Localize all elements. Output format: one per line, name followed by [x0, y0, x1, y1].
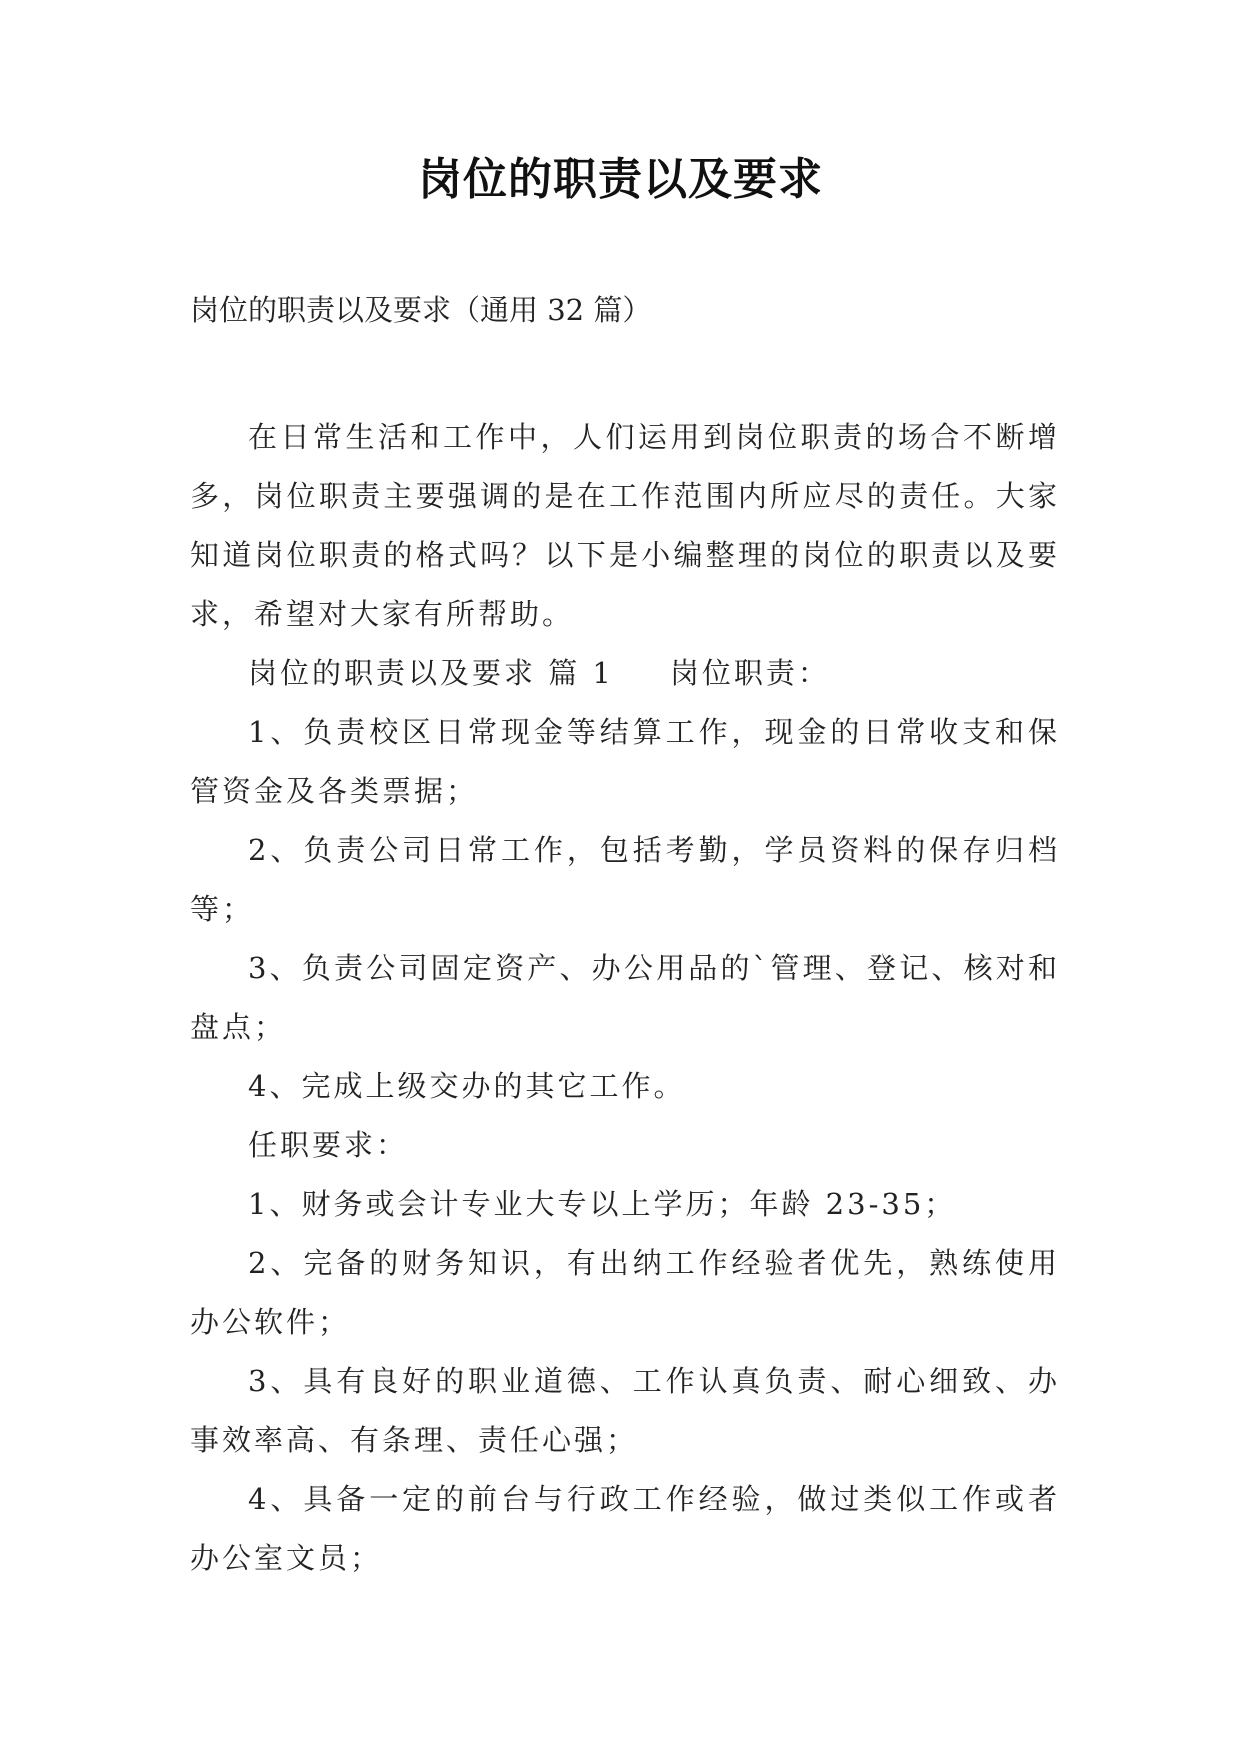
- intro-paragraph: 在日常生活和工作中，人们运用到岗位职责的场合不断增多，岗位职责主要强调的是在工作范围内所应尽的责任。大家知道岗位职责的格式吗？以下是小编整理的岗位的职责以及要求，希望对大家有所帮助。: [190, 420, 1060, 631]
- document-body: [190, 408, 1060, 1588]
- section-heading: 岗位的职责以及要求 篇 1: [248, 656, 614, 690]
- requirement-item: 3、具有良好的职业道德、工作认真负责、耐心细致、办事效率高、有条理、责任心强；: [190, 1364, 1060, 1457]
- requirement-item: 2、完备的财务知识，有出纳工作经验者优先，熟练使用办公软件；: [190, 1246, 1060, 1339]
- requirement-item: 1、财务或会计专业大专以上学历；年龄 23-35；: [248, 1187, 957, 1221]
- document-title: 岗位的职责以及要求: [418, 154, 823, 205]
- requirements-label: 任职要求：: [248, 1128, 409, 1162]
- document-subtitle: 岗位的职责以及要求（通用 32 篇）: [190, 293, 652, 327]
- duty-item: 3、负责公司固定资产、办公用品的`管理、登记、核对和盘点；: [190, 951, 1060, 1044]
- requirement-item: 4、具备一定的前台与行政工作经验，做过类似工作或者办公室文员；: [190, 1482, 1060, 1575]
- section-heading-line: [190, 644, 1060, 703]
- duty-item: 4、完成上级交办的其它工作。: [248, 1069, 686, 1103]
- duties-label: 岗位职责：: [669, 656, 830, 690]
- duty-item: 1、负责校区日常现金等结算工作，现金的日常收支和保管资金及各类票据；: [190, 715, 1060, 808]
- duty-item: 2、负责公司日常工作，包括考勤，学员资料的保存归档等；: [190, 833, 1060, 926]
